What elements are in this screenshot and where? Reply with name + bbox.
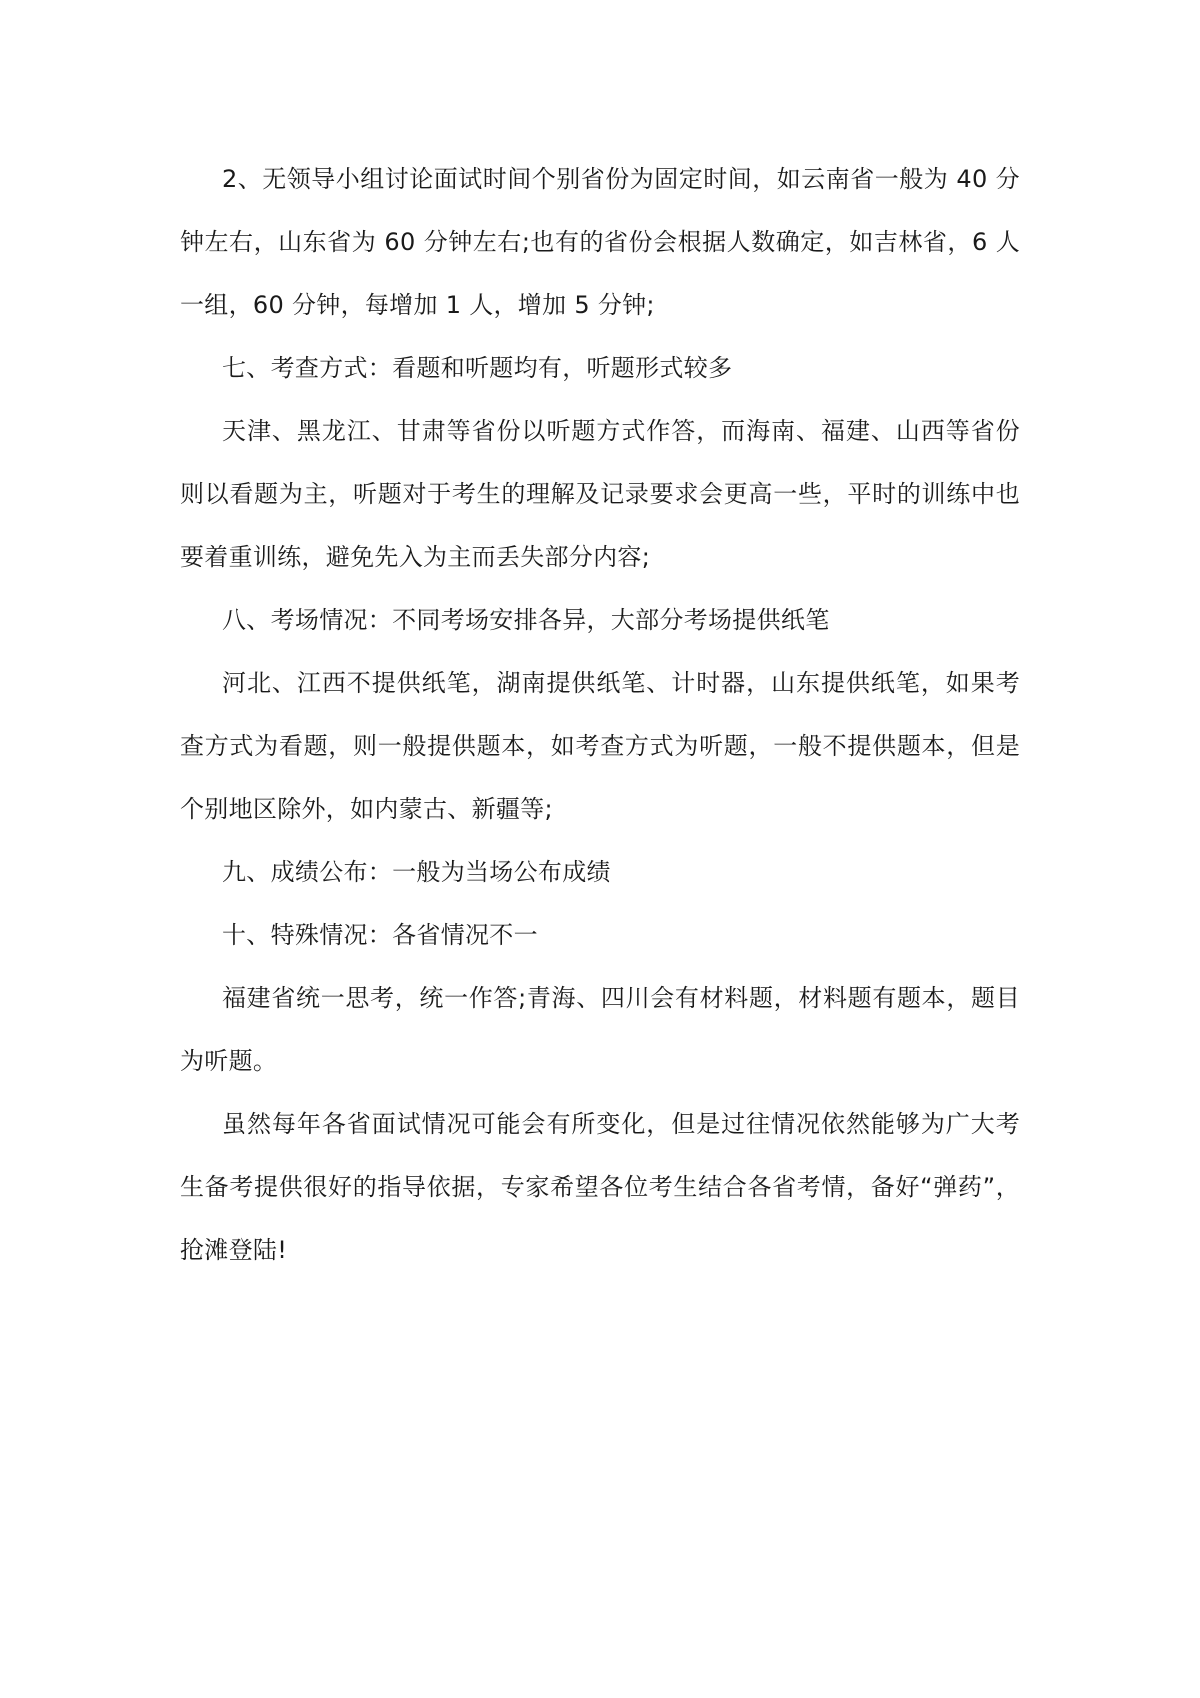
- paragraph-exam-method: 天津、黑龙江、甘肃等省份以听题方式作答，而海南、福建、山西等省份则以看题为主，听题对于考生的理解及记录要求会更高一些，平时的训练中也要着重训练，避免先入为主而丢失部分内容;: [180, 417, 1020, 571]
- heading-exam-method: 七、考查方式：看题和听题均有，听题形式较多: [222, 354, 733, 382]
- heading-special-cases: 十、特殊情况：各省情况不一: [222, 921, 538, 949]
- paragraph-interview-duration: 2、无领导小组讨论面试时间个别省份为固定时间，如云南省一般为 40 分钟左右，山东省为 60 分钟左右;也有的省份会根据人数确定，如吉林省，6 人一组，60 分钟，每增加 1 人，增加 5 分钟;: [180, 165, 1020, 319]
- paragraph-special-cases: 福建省统一思考，统一作答;青海、四川会有材料题，材料题有题本，题目为听题。: [180, 984, 1020, 1075]
- heading-exam-room: 八、考场情况：不同考场安排各异，大部分考场提供纸笔: [222, 606, 830, 634]
- document-body: [180, 148, 1020, 1282]
- paragraph-conclusion: 虽然每年各省面试情况可能会有所变化，但是过往情况依然能够为广大考生备考提供很好的指导依据，专家希望各位考生结合各省考情，备好“弹药”，抢滩登陆!: [180, 1110, 1020, 1264]
- heading-score-release: 九、成绩公布：一般为当场公布成绩: [222, 858, 611, 886]
- paragraph-exam-room: 河北、江西不提供纸笔，湖南提供纸笔、计时器，山东提供纸笔，如果考查方式为看题，则一般提供题本，如考查方式为听题，一般不提供题本，但是个别地区除外，如内蒙古、新疆等;: [180, 669, 1020, 823]
